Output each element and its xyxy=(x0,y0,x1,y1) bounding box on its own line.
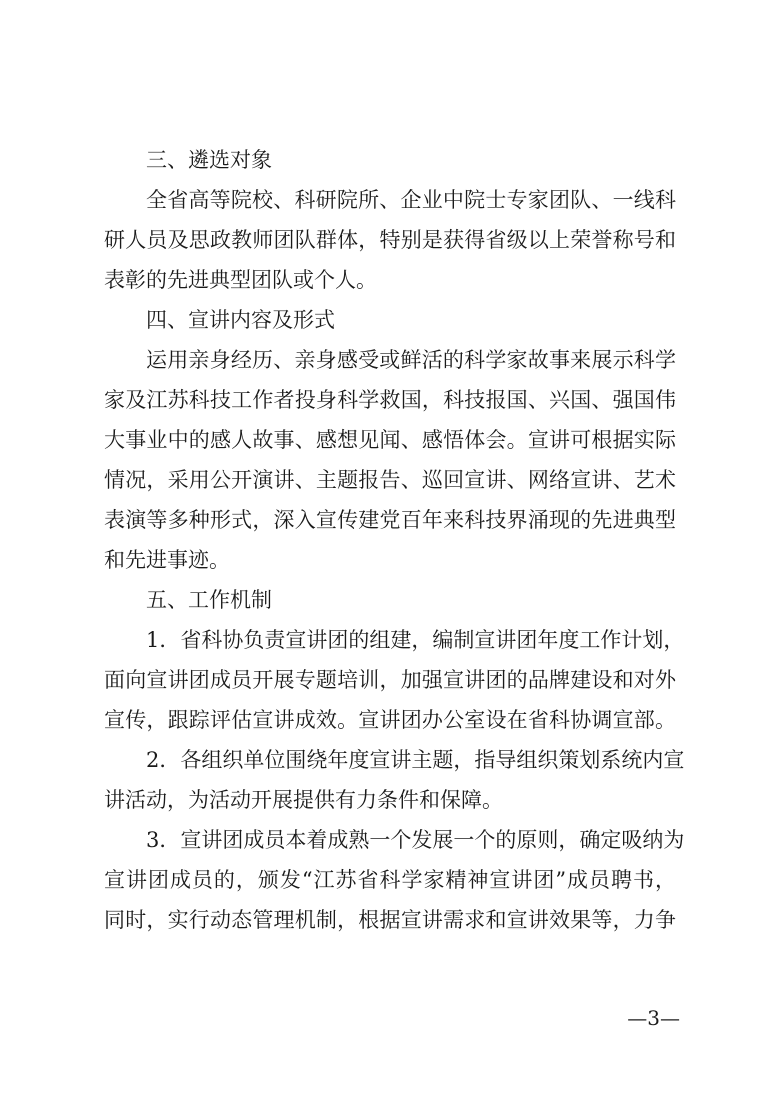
section-4-para-line: 表演等多种形式，深入宣传建党百年来科技界涌现的先进典型 xyxy=(104,508,676,532)
item-1-line: 宣传，跟踪评估宣讲成效。宣讲团办公室设在省科协调宣部。 xyxy=(104,708,676,732)
section-3-para-line: 表彰的先进典型团队或个人。 xyxy=(104,268,377,292)
item-2-line: 讲活动，为活动开展提供有力条件和保障。 xyxy=(104,788,503,812)
item-3-line: 3．宣讲团成员本着成熟一个发展一个的原则，确定吸纳为 xyxy=(146,828,685,852)
section-4-para-line: 运用亲身经历、亲身感受或鲜活的科学家故事来展示科学 xyxy=(146,348,676,372)
section-4-para-line: 和先进事迹。 xyxy=(104,548,230,572)
page-number: —3— xyxy=(627,1006,680,1030)
section-4-para-line: 家及江苏科技工作者投身科学救国，科技报国、兴国、强国伟 xyxy=(104,388,676,412)
section-3-para-line: 全省高等院校、科研院所、企业中院士专家团队、一线科 xyxy=(146,188,676,212)
item-3-line: 同时，实行动态管理机制，根据宣讲需求和宣讲效果等，力争 xyxy=(104,908,676,932)
item-3-line: 宣讲团成员的，颁发“江苏省科学家精神宣讲团”成员聘书， xyxy=(104,868,676,892)
item-1-line: 面向宣讲团成员开展专题培训，加强宣讲团的品牌建设和对外 xyxy=(104,668,676,692)
section-4-para-line: 大事业中的感人故事、感想见闻、感悟体会。宣讲可根据实际 xyxy=(104,428,676,452)
section-3-heading: 三、遴选对象 xyxy=(146,148,272,172)
section-5-heading: 五、工作机制 xyxy=(146,588,272,612)
section-4-heading: 四、宣讲内容及形式 xyxy=(146,308,335,332)
item-2-line: 2．各组织单位围绕年度宣讲主题，指导组织策划系统内宣 xyxy=(146,748,685,772)
section-3-para-line: 研人员及思政教师团队群体，特别是获得省级以上荣誉称号和 xyxy=(104,228,676,252)
section-4-para-line: 情况，采用公开演讲、主题报告、巡回宣讲、网络宣讲、艺术 xyxy=(104,468,676,492)
item-1-line: 1．省科协负责宣讲团的组建，编制宣讲团年度工作计划， xyxy=(146,628,685,652)
